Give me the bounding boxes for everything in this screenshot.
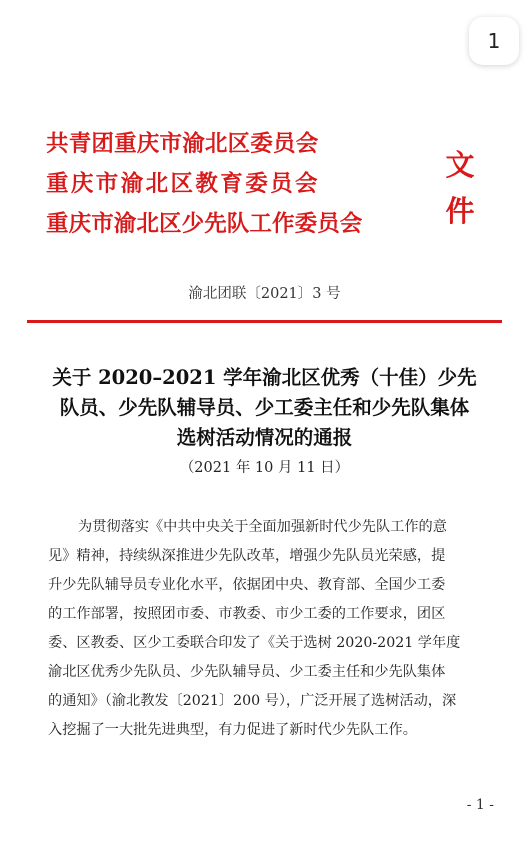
- body-line-8: 入挖掘了一大批先进典型，有力促进了新时代少先队工作。: [48, 722, 417, 738]
- title-line-3: 选树活动情况的通报: [176, 426, 353, 449]
- document-type-label: [442, 142, 478, 234]
- issuer-young-pioneers-committee: 重庆市渝北区少先队工作委员会: [46, 211, 363, 237]
- issuer-youth-league: 共青团重庆市渝北区委员会: [46, 131, 319, 157]
- document-number: 渝北团联〔2021〕3 号: [188, 286, 341, 302]
- document-header: [46, 124, 486, 246]
- body-line-3: 升少先队辅导员专业化水平，依据团中央、教育部、全国少工委: [48, 577, 446, 593]
- document-title: [22, 363, 507, 453]
- body-line-4: 的工作部署，按照团市委、市教委、市少工委的工作要求，团区: [48, 606, 446, 622]
- doc-type-char-top: 文: [445, 148, 475, 182]
- body-line-7: 的通知》（渝北教发〔2021〕200 号），广泛开展了选树活动，深: [48, 693, 457, 709]
- title-line-2: 队员、少先队辅导员、少工委主任和少先队集体: [59, 396, 470, 419]
- title-line-1: 关于 2020–2021 学年渝北区优秀（十佳）少先: [52, 366, 477, 389]
- page-number-badge[interactable]: 1: [469, 17, 519, 65]
- document-date: （2021 年 10 月 11 日）: [179, 460, 350, 476]
- doc-type-char-bottom: 件: [445, 194, 475, 228]
- body-line-6: 渝北区优秀少先队员、少先队辅导员、少工委主任和少先队集体: [48, 664, 446, 680]
- body-line-1: 为贯彻落实《中共中央关于全面加强新时代少先队工作的意: [78, 519, 447, 535]
- body-line-2: 见》精神，持续纵深推进少先队改革，增强少先队员光荣感，提: [48, 548, 446, 564]
- issuer-education-committee: 重庆市渝北区教育委员会: [46, 171, 320, 197]
- red-divider-line: [27, 320, 502, 323]
- footer-page-number: - 1 -: [466, 797, 494, 813]
- body-line-5: 委、区教委、区少工委联合印发了《关于选树 2020-2021 学年度: [48, 635, 461, 651]
- body-paragraph: [48, 513, 482, 745]
